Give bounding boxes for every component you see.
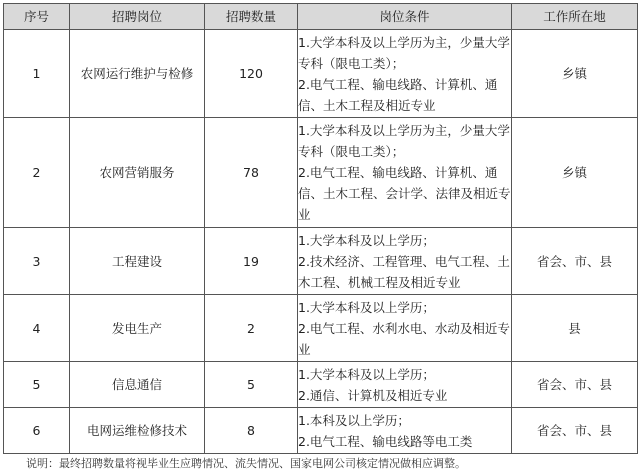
requirement-line: 1.大学本科及以上学历为主，少量大学专科（限电工类）； xyxy=(298,34,510,71)
row-requirements xyxy=(298,228,512,295)
row-count: 120 xyxy=(205,30,298,118)
requirement-line: 1.大学本科及以上学历； xyxy=(298,232,435,248)
row-no: 2 xyxy=(4,118,70,228)
row-count: 78 xyxy=(205,118,298,228)
row-count: 8 xyxy=(205,408,298,454)
row-location: 县 xyxy=(512,295,638,362)
requirement-line: 1.本科及以上学历； xyxy=(298,412,410,428)
row-location: 省会、市、县 xyxy=(512,408,638,454)
header-no: 序号 xyxy=(4,4,70,30)
row-no: 5 xyxy=(4,362,70,408)
row-location: 乡镇 xyxy=(512,30,638,118)
row-post: 农网营销服务 xyxy=(70,118,205,228)
requirement-line: 2.电气工程、水利水电、水动及相近专业 xyxy=(298,320,510,357)
header-post: 招聘岗位 xyxy=(70,4,205,30)
row-requirements xyxy=(298,30,512,118)
requirement-line: 1.大学本科及以上学历； xyxy=(298,366,435,382)
table-row xyxy=(4,408,638,454)
row-requirements xyxy=(298,408,512,454)
table-header-row xyxy=(4,4,638,30)
row-post: 发电生产 xyxy=(70,295,205,362)
row-post: 工程建设 xyxy=(70,228,205,295)
requirement-line: 1.大学本科及以上学历为主，少量大学专科（限电工类）； xyxy=(298,123,510,159)
row-requirements xyxy=(298,295,512,362)
row-post: 农网运行维护与检修 xyxy=(70,30,205,118)
requirement-line: 2.电气工程、输电线路、计算机、通信、土木工程、会计学、法律及相近专业 xyxy=(298,165,511,222)
row-post: 信息通信 xyxy=(70,362,205,408)
table-row xyxy=(4,118,638,228)
requirement-line: 2.通信、计算机及相近专业 xyxy=(298,387,448,403)
recruitment-table xyxy=(3,3,638,454)
table-row xyxy=(4,362,638,408)
table-row xyxy=(4,30,638,118)
footnote: 说明：最终招聘数量将视毕业生应聘情况、流失情况、国家电网公司核定情况做相应调整。 xyxy=(26,457,466,470)
requirement-line: 2.电气工程、输电线路等电工类 xyxy=(298,433,473,449)
row-location: 省会、市、县 xyxy=(512,362,638,408)
header-location: 工作所在地 xyxy=(512,4,638,30)
table-row xyxy=(4,295,638,362)
row-count: 19 xyxy=(205,228,298,295)
row-no: 3 xyxy=(4,228,70,295)
row-count: 5 xyxy=(205,362,298,408)
row-no: 6 xyxy=(4,408,70,454)
row-requirements xyxy=(298,118,512,228)
row-post: 电网运维检修技术 xyxy=(70,408,205,454)
row-requirements xyxy=(298,362,512,408)
row-location: 省会、市、县 xyxy=(512,228,638,295)
row-location: 乡镇 xyxy=(512,118,638,228)
table-row xyxy=(4,228,638,295)
requirement-line: 2.电气工程、输电线路、计算机、通信、土木工程及相近专业 xyxy=(298,76,498,113)
requirement-line: 2.技术经济、工程管理、电气工程、土木工程、机械工程及相近专业 xyxy=(298,253,510,290)
row-no: 4 xyxy=(4,295,70,362)
header-count: 招聘数量 xyxy=(205,4,298,30)
row-count: 2 xyxy=(205,295,298,362)
header-requirements: 岗位条件 xyxy=(298,4,512,30)
requirement-line: 1.大学本科及以上学历； xyxy=(298,299,435,315)
row-no: 1 xyxy=(4,30,70,118)
